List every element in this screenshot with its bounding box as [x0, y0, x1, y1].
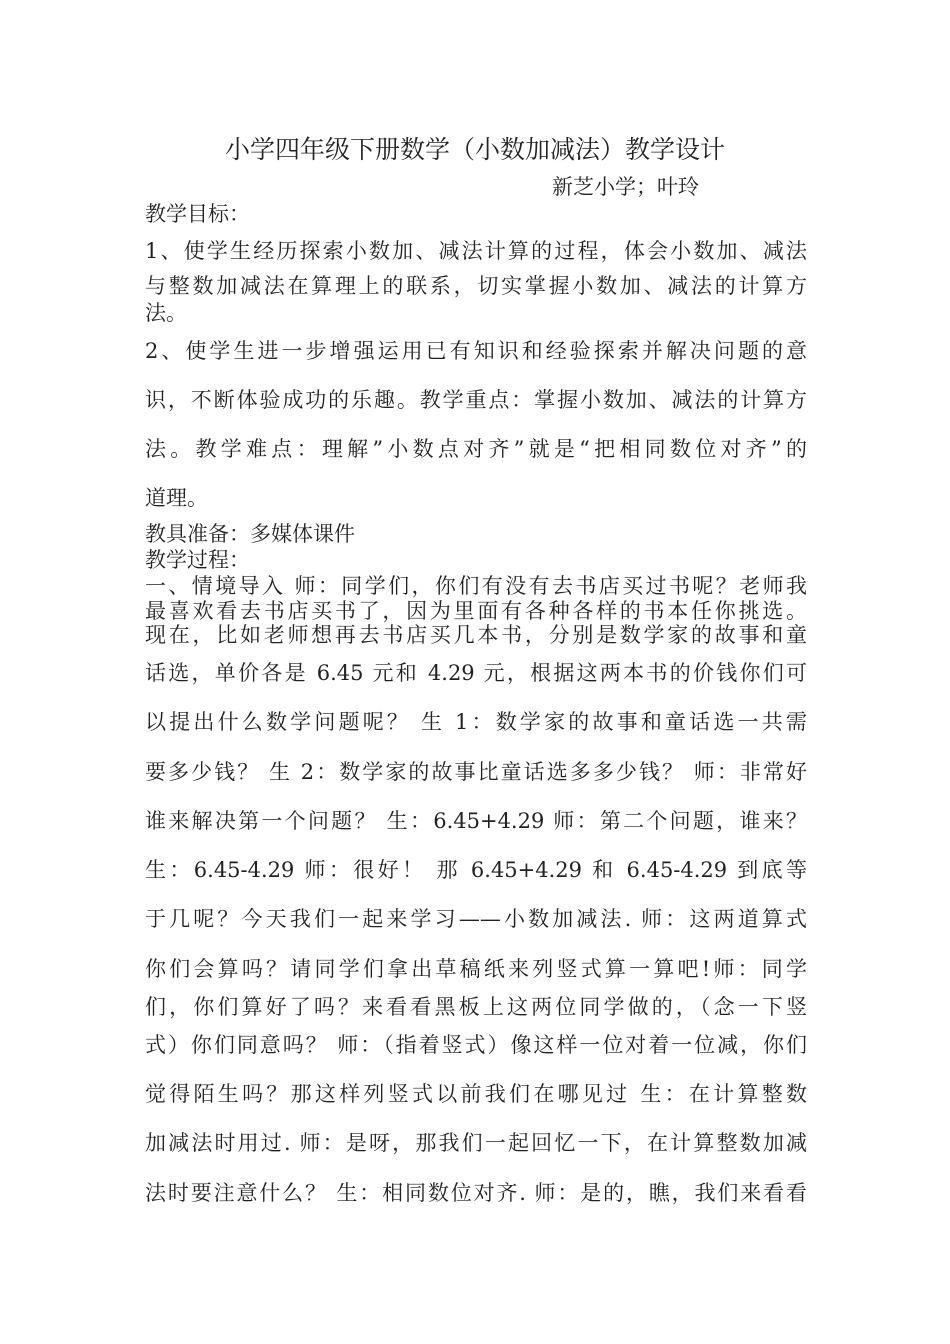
paragraph-line: 以提出什么数学问题呢？ 生 1：数学家的故事和童话选一共需 — [145, 710, 807, 734]
paragraph-line: 一、情境导入 师：同学们，你们有没有去书店买过书呢？老师我 — [145, 574, 807, 598]
paragraph-line: 话选，单价各是 6.45 元和 4.29 元，根据这两本书的价钱你们可 — [145, 661, 807, 685]
paragraph-line: 教学目标： — [145, 202, 250, 226]
paragraph-line: 要多少钱？ 生 2：数学家的故事比童话选多多少钱？ 师：非常好 — [145, 760, 807, 784]
paragraph-line: 法。教学难点：理解”小数点对齐”就是“把相同数位对齐”的 — [145, 437, 807, 461]
author-line: 新芝小学；叶玲 — [552, 175, 699, 199]
paragraph-line: 最喜欢看去书店买书了，因为里面有各种各样的书本任你挑选。 — [145, 599, 807, 623]
paragraph-line: 法。 — [145, 301, 187, 325]
paragraph-line: 2、使学生进一步增强运用已有知识和经验探索并解决问题的意 — [145, 339, 807, 363]
paragraph-line: 谁来解决第一个问题？ 生：6.45+4.29 师：第二个问题，谁来？ — [145, 809, 807, 833]
paragraph-line: 道理。 — [145, 486, 208, 510]
paragraph-line: 生：6.45-4.29 师：很好！ 那 6.45+4.29 和 6.45-4.29 到底等 — [145, 858, 807, 882]
paragraph-line: 教具准备：多媒体课件 — [145, 522, 355, 546]
paragraph-line: 识，不断体验成功的乐趣。教学重点：掌握小数加、减法的计算方 — [145, 388, 807, 412]
paragraph-line: 加减法时用过. 师：是呀，那我们一起回忆一下，在计算整数加减 — [145, 1131, 807, 1155]
paragraph-line: 教学过程： — [145, 548, 250, 572]
paragraph-line: 觉得陌生吗？那这样列竖式以前我们在哪见过 生：在计算整数 — [145, 1082, 807, 1106]
paragraph-line: 式）你们同意吗？ 师：（指着竖式）像这样一位对着一位减，你们 — [145, 1033, 807, 1057]
document-title: 小学四年级下册数学（小数加减法）教学设计 — [224, 135, 725, 164]
paragraph-line: 们，你们算好了吗？来看看黑板上这两位同学做的，（念一下竖 — [145, 995, 807, 1019]
paragraph-line: 1、使学生经历探索小数加、减法计算的过程，体会小数加、减法 — [145, 239, 807, 263]
paragraph-line: 与整数加减法在算理上的联系，切实掌握小数加、减法的计算方 — [145, 274, 807, 298]
paragraph-line: 你们会算吗？请同学们拿出草稿纸来列竖式算一算吧!师：同学 — [145, 957, 807, 981]
paragraph-line: 现在，比如老师想再去书店买几本书，分别是数学家的故事和童 — [145, 623, 807, 647]
paragraph-line: 法时要注意什么？ 生：相同数位对齐. 师：是的，瞧，我们来看看 — [145, 1181, 807, 1205]
paragraph-line: 于几呢？今天我们一起来学习——小数加减法. 师：这两道算式 — [145, 907, 807, 931]
